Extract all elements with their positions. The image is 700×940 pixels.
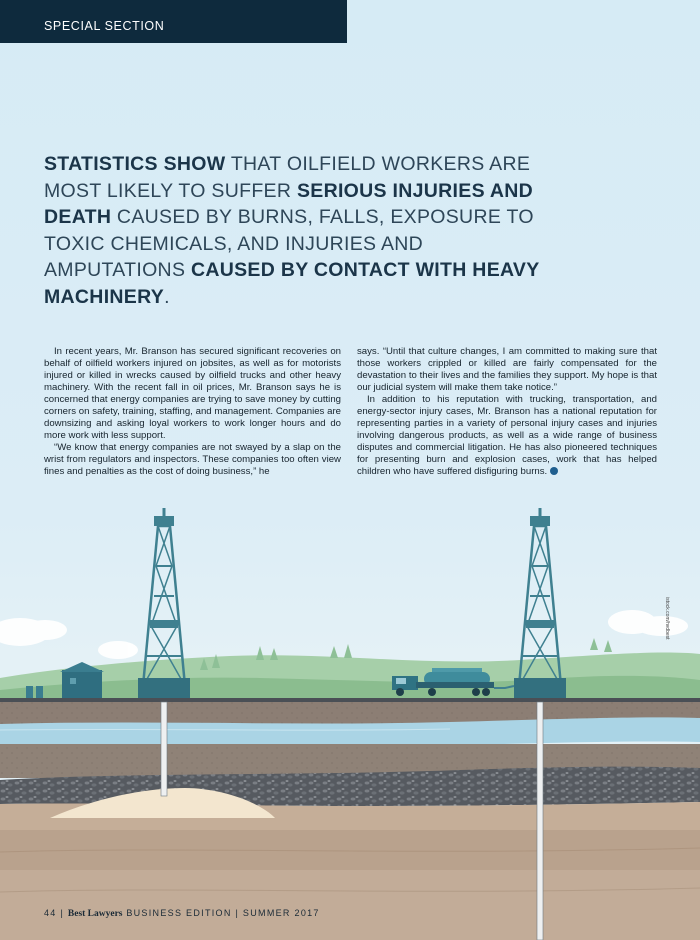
headline-emphasis: CAUSED BY CONTACT WITH HEAVY MACHINERY xyxy=(44,259,540,308)
body-paragraph-text: In addition to his reputation with trucking, transportation, and energy-sector injury cases, Mr. Branson has a national reputation for representing parties in a variety of personal injury cases and injuries involving dangerous products, as well as a wide range of business disputes and commercial litigation. He has also pioneered techniques for presenting burn and explosion cases, work that has helped children who have suffered disfiguring burns. xyxy=(357,394,657,478)
issue-date: SUMMER 2017 xyxy=(242,908,320,918)
body-paragraph xyxy=(357,394,657,478)
body-paragraph: says. “Until that culture changes, I am committed to making sure that those workers crippled or killed are fairly compensated for the devastation to their lives and the families they support. My hope is that our judicial system will make them take notice.” xyxy=(357,346,657,394)
publication-logo: Best Lawyers xyxy=(67,909,123,919)
body-column-right xyxy=(357,346,657,479)
headline-text: THAT OILFIELD WORKERS ARE MOST LIKELY TO SUFFER xyxy=(44,153,531,202)
section-label: SPECIAL SECTION xyxy=(44,19,165,33)
clouds xyxy=(0,610,688,659)
headline-emphasis: STATISTICS SHOW xyxy=(44,153,226,175)
footer-separator: | xyxy=(235,908,240,918)
edition-name: BUSINESS EDITION xyxy=(126,908,232,918)
well-pipe-left xyxy=(161,702,167,796)
headline-text: . xyxy=(164,285,170,308)
pull-quote-headline xyxy=(44,151,564,310)
oilfield-illustration xyxy=(0,500,700,940)
footer-separator: | xyxy=(60,908,65,918)
end-mark-icon xyxy=(550,467,558,475)
page-number: 44 xyxy=(44,908,57,918)
headline-text: CAUSED BY BURNS, FALLS, EXPOSURE TO TOXIC CHEMICALS, AND INJURIES AND AMPUTATIONS xyxy=(44,206,534,281)
photo-credit: istock.com/hvdbest xyxy=(664,597,670,640)
body-paragraph: “We know that energy companies are not swayed by a slap on the wrist from regulators and inspectors. These companies too often view fines and penalties as the cost of doing business,” he xyxy=(44,442,341,478)
body-paragraph: In recent years, Mr. Branson has secured significant recoveries on behalf of oilfield workers injured on jobsites, as well as for motorists injured or killed in wrecks caused by oilfield trucks and other heavy machinery. With the recent fall in oil prices, Mr. Branson says he is concerned that energy companies are trying to save money by cutting corners on safety, training, staffing, and management. Companies are downsizing and asking loyal workers to work longer hours and do more work with less support. xyxy=(44,346,341,442)
page-footer xyxy=(44,908,320,919)
well-pipe-right xyxy=(537,702,543,940)
section-label-bar xyxy=(0,0,347,43)
headline-emphasis: SERIOUS INJURIES AND DEATH xyxy=(44,179,534,228)
body-column-left xyxy=(44,346,341,479)
